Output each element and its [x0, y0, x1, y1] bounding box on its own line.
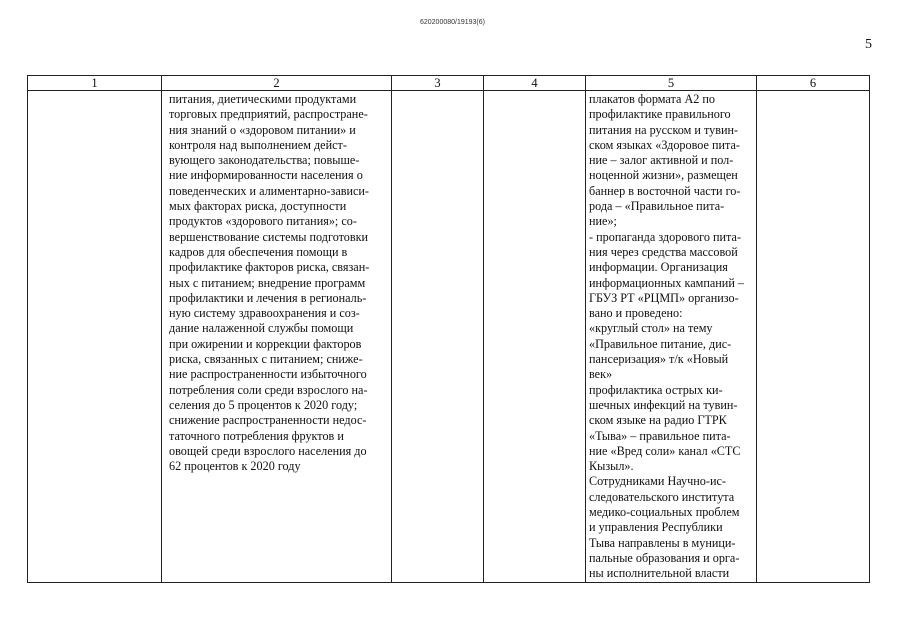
text-line: ния через средства массовой [589, 244, 738, 259]
text-line: информации. Организация [589, 260, 728, 275]
text-line: селения до 5 процентов к 2020 году; [169, 397, 358, 412]
text-line: пальные образования и орга- [589, 550, 740, 565]
text-line: питания, диетическими продуктами [169, 92, 357, 106]
text-line: ние – залог активной и пол- [589, 153, 734, 168]
text-line: - пропаганда здорового пита- [589, 229, 741, 244]
text-line: снижение распространенности недос- [169, 413, 367, 428]
text-line: мых факторах риска, доступности [169, 199, 347, 214]
text-line: профилактика острых ки- [589, 382, 723, 397]
text-line: «Тыва» – правильное пита- [589, 428, 731, 443]
text-line: ноценной жизни», размещен [589, 168, 738, 183]
text-line: при ожирении и коррекции факторов [169, 336, 362, 351]
text-line: контроля над выполнением дейст- [169, 137, 347, 152]
text-line: «круглый стол» на тему [589, 321, 713, 336]
document-id: 620200080/19193(6) [419, 19, 485, 26]
text-line: дание налаженной службы помощи [169, 321, 354, 336]
text-line: ных с питанием; внедрение программ [169, 275, 366, 290]
column-header-5: 5 [586, 76, 757, 91]
column-header-4: 4 [484, 76, 586, 91]
text-line: рода – «Правильное пита- [589, 199, 725, 214]
text-line: овощей среди взрослого населения до [169, 443, 367, 458]
text-line: ГБУЗ РТ «РЦМП» организо- [589, 290, 739, 305]
text-line: баннер в восточной части го- [589, 183, 741, 198]
text-line: Сотрудниками Научно-ис- [589, 474, 726, 489]
text-line: профилактике факторов риска, связан- [169, 260, 370, 275]
text-line: шечных инфекций на тувин- [589, 397, 738, 412]
text-line: вующего законодательства; повыше- [169, 153, 360, 168]
text-line: следовательского института [589, 489, 735, 504]
text-line: таточного потребления фруктов и [169, 428, 344, 443]
text-line: торговых предприятий, распростране- [169, 107, 368, 122]
text-line: кадров для обеспечения помощи в [169, 244, 348, 259]
text-line: риска, связанных с питанием; сниже- [169, 352, 363, 367]
text-line: плакатов формата А2 по [589, 92, 716, 106]
column-header-2: 2 [162, 76, 392, 91]
text-line: ную систему здравоохранения и соз- [169, 306, 360, 321]
text-line: ние распространенности избыточного [169, 367, 367, 382]
text-line: ском языках «Здоровое пита- [589, 137, 740, 152]
content-table [27, 75, 870, 583]
text-line: ны исполнительной власти [589, 566, 730, 581]
text-line: питания на русском и тувин- [589, 122, 739, 137]
text-line: век» [589, 367, 613, 382]
text-line: пансеризация» т/к «Новый [589, 352, 729, 367]
table-row [28, 91, 870, 583]
cell-col4 [484, 91, 586, 583]
text-line: 62 процентов к 2020 году [169, 459, 301, 474]
text-line: и управления Республики [589, 520, 723, 535]
text-line: информационных кампаний – [589, 275, 744, 290]
text-line: потребления соли среди взрослого на- [169, 382, 368, 397]
text-line: ние «Вред соли» канал «СТС [589, 443, 741, 458]
text-line: ние информированности населения о [169, 168, 363, 183]
cell-col6 [757, 91, 870, 583]
header-row [28, 76, 870, 91]
text-line: профилактике правильного [589, 107, 731, 122]
text-line: вано и проведено: [589, 306, 683, 321]
text-line: «Правильное питание, дис- [589, 336, 732, 351]
goals-text [162, 91, 391, 474]
text-line: Кызыл». [589, 459, 634, 474]
text-line: ние»; [589, 214, 617, 229]
results-text [586, 91, 756, 582]
text-line: профилактики и лечения в региональ- [169, 290, 367, 305]
text-line: Тыва направлены в муници- [589, 535, 736, 550]
text-line: вершенствование системы подготовки [169, 229, 369, 244]
cell-col2 [162, 91, 392, 583]
cell-col5 [586, 91, 757, 583]
text-line: медико-социальных проблем [589, 505, 740, 520]
page-number: 5 [865, 37, 872, 52]
cell-col3 [392, 91, 484, 583]
column-header-3: 3 [392, 76, 484, 91]
text-line: ском языке на радио ГТРК [589, 413, 727, 428]
column-header-1: 1 [28, 76, 162, 91]
text-line: поведенческих и алиментарно-зависи- [169, 183, 369, 198]
text-line: ния знаний о «здоровом питании» и [169, 122, 356, 137]
cell-col1 [28, 91, 162, 583]
text-line: продуктов «здорового питания»; со- [169, 214, 357, 229]
column-header-6: 6 [757, 76, 870, 91]
